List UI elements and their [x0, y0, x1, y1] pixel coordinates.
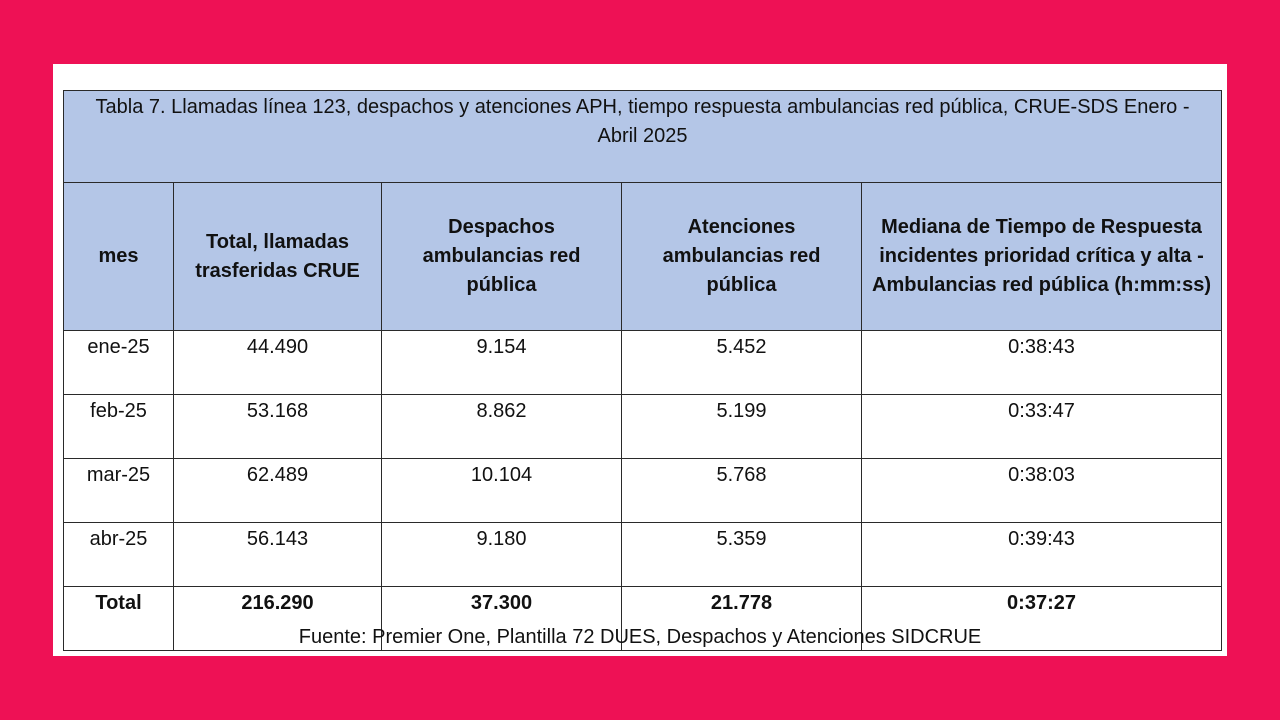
- table-title: Tabla 7. Llamadas línea 123, despachos y atenciones APH, tiempo respuesta ambulancias red pública, CRUE-SDS Enero - Abril 2025: [64, 91, 1222, 183]
- total-label: Total: [64, 587, 174, 651]
- total-despachos: 37.300: [382, 587, 622, 651]
- cell-despachos: 8.862: [382, 395, 622, 459]
- document-card: [53, 64, 1227, 656]
- cell-llamadas: 53.168: [174, 395, 382, 459]
- table-row: [64, 395, 1222, 459]
- cell-mediana: 0:33:47: [862, 395, 1222, 459]
- data-table: [63, 90, 1222, 651]
- column-header-despachos: Despachos ambulancias red pública: [382, 183, 622, 331]
- total-llamadas: 216.290: [174, 587, 382, 651]
- table-row: [64, 523, 1222, 587]
- table-row: [64, 331, 1222, 395]
- cell-mes: mar-25: [64, 459, 174, 523]
- total-mediana: 0:37:27: [862, 587, 1222, 651]
- column-header-mes: mes: [64, 183, 174, 331]
- cell-despachos: 10.104: [382, 459, 622, 523]
- cell-llamadas: 56.143: [174, 523, 382, 587]
- table-header-row: [64, 183, 1222, 331]
- table-row: [64, 459, 1222, 523]
- cell-mes: feb-25: [64, 395, 174, 459]
- column-header-llamadas: Total, llamadas trasferidas CRUE: [174, 183, 382, 331]
- cell-llamadas: 44.490: [174, 331, 382, 395]
- cell-mes: ene-25: [64, 331, 174, 395]
- column-header-atenciones: Atenciones ambulancias red pública: [622, 183, 862, 331]
- cell-llamadas: 62.489: [174, 459, 382, 523]
- cell-atenciones: 5.199: [622, 395, 862, 459]
- cell-mediana: 0:39:43: [862, 523, 1222, 587]
- total-atenciones: 21.778: [622, 587, 862, 651]
- cell-despachos: 9.180: [382, 523, 622, 587]
- cell-mediana: 0:38:03: [862, 459, 1222, 523]
- cell-atenciones: 5.359: [622, 523, 862, 587]
- table-caption-row: [64, 91, 1222, 183]
- column-header-mediana: Mediana de Tiempo de Respuesta incidentes prioridad crítica y alta - Ambulancias red pública (h:mm:ss): [862, 183, 1222, 331]
- source-note: Fuente: Premier One, Plantilla 72 DUES, Despachos y Atenciones SIDCRUE: [298, 626, 982, 648]
- cell-mes: abr-25: [64, 523, 174, 587]
- cell-atenciones: 5.768: [622, 459, 862, 523]
- cell-mediana: 0:38:43: [862, 331, 1222, 395]
- cell-atenciones: 5.452: [622, 331, 862, 395]
- cell-despachos: 9.154: [382, 331, 622, 395]
